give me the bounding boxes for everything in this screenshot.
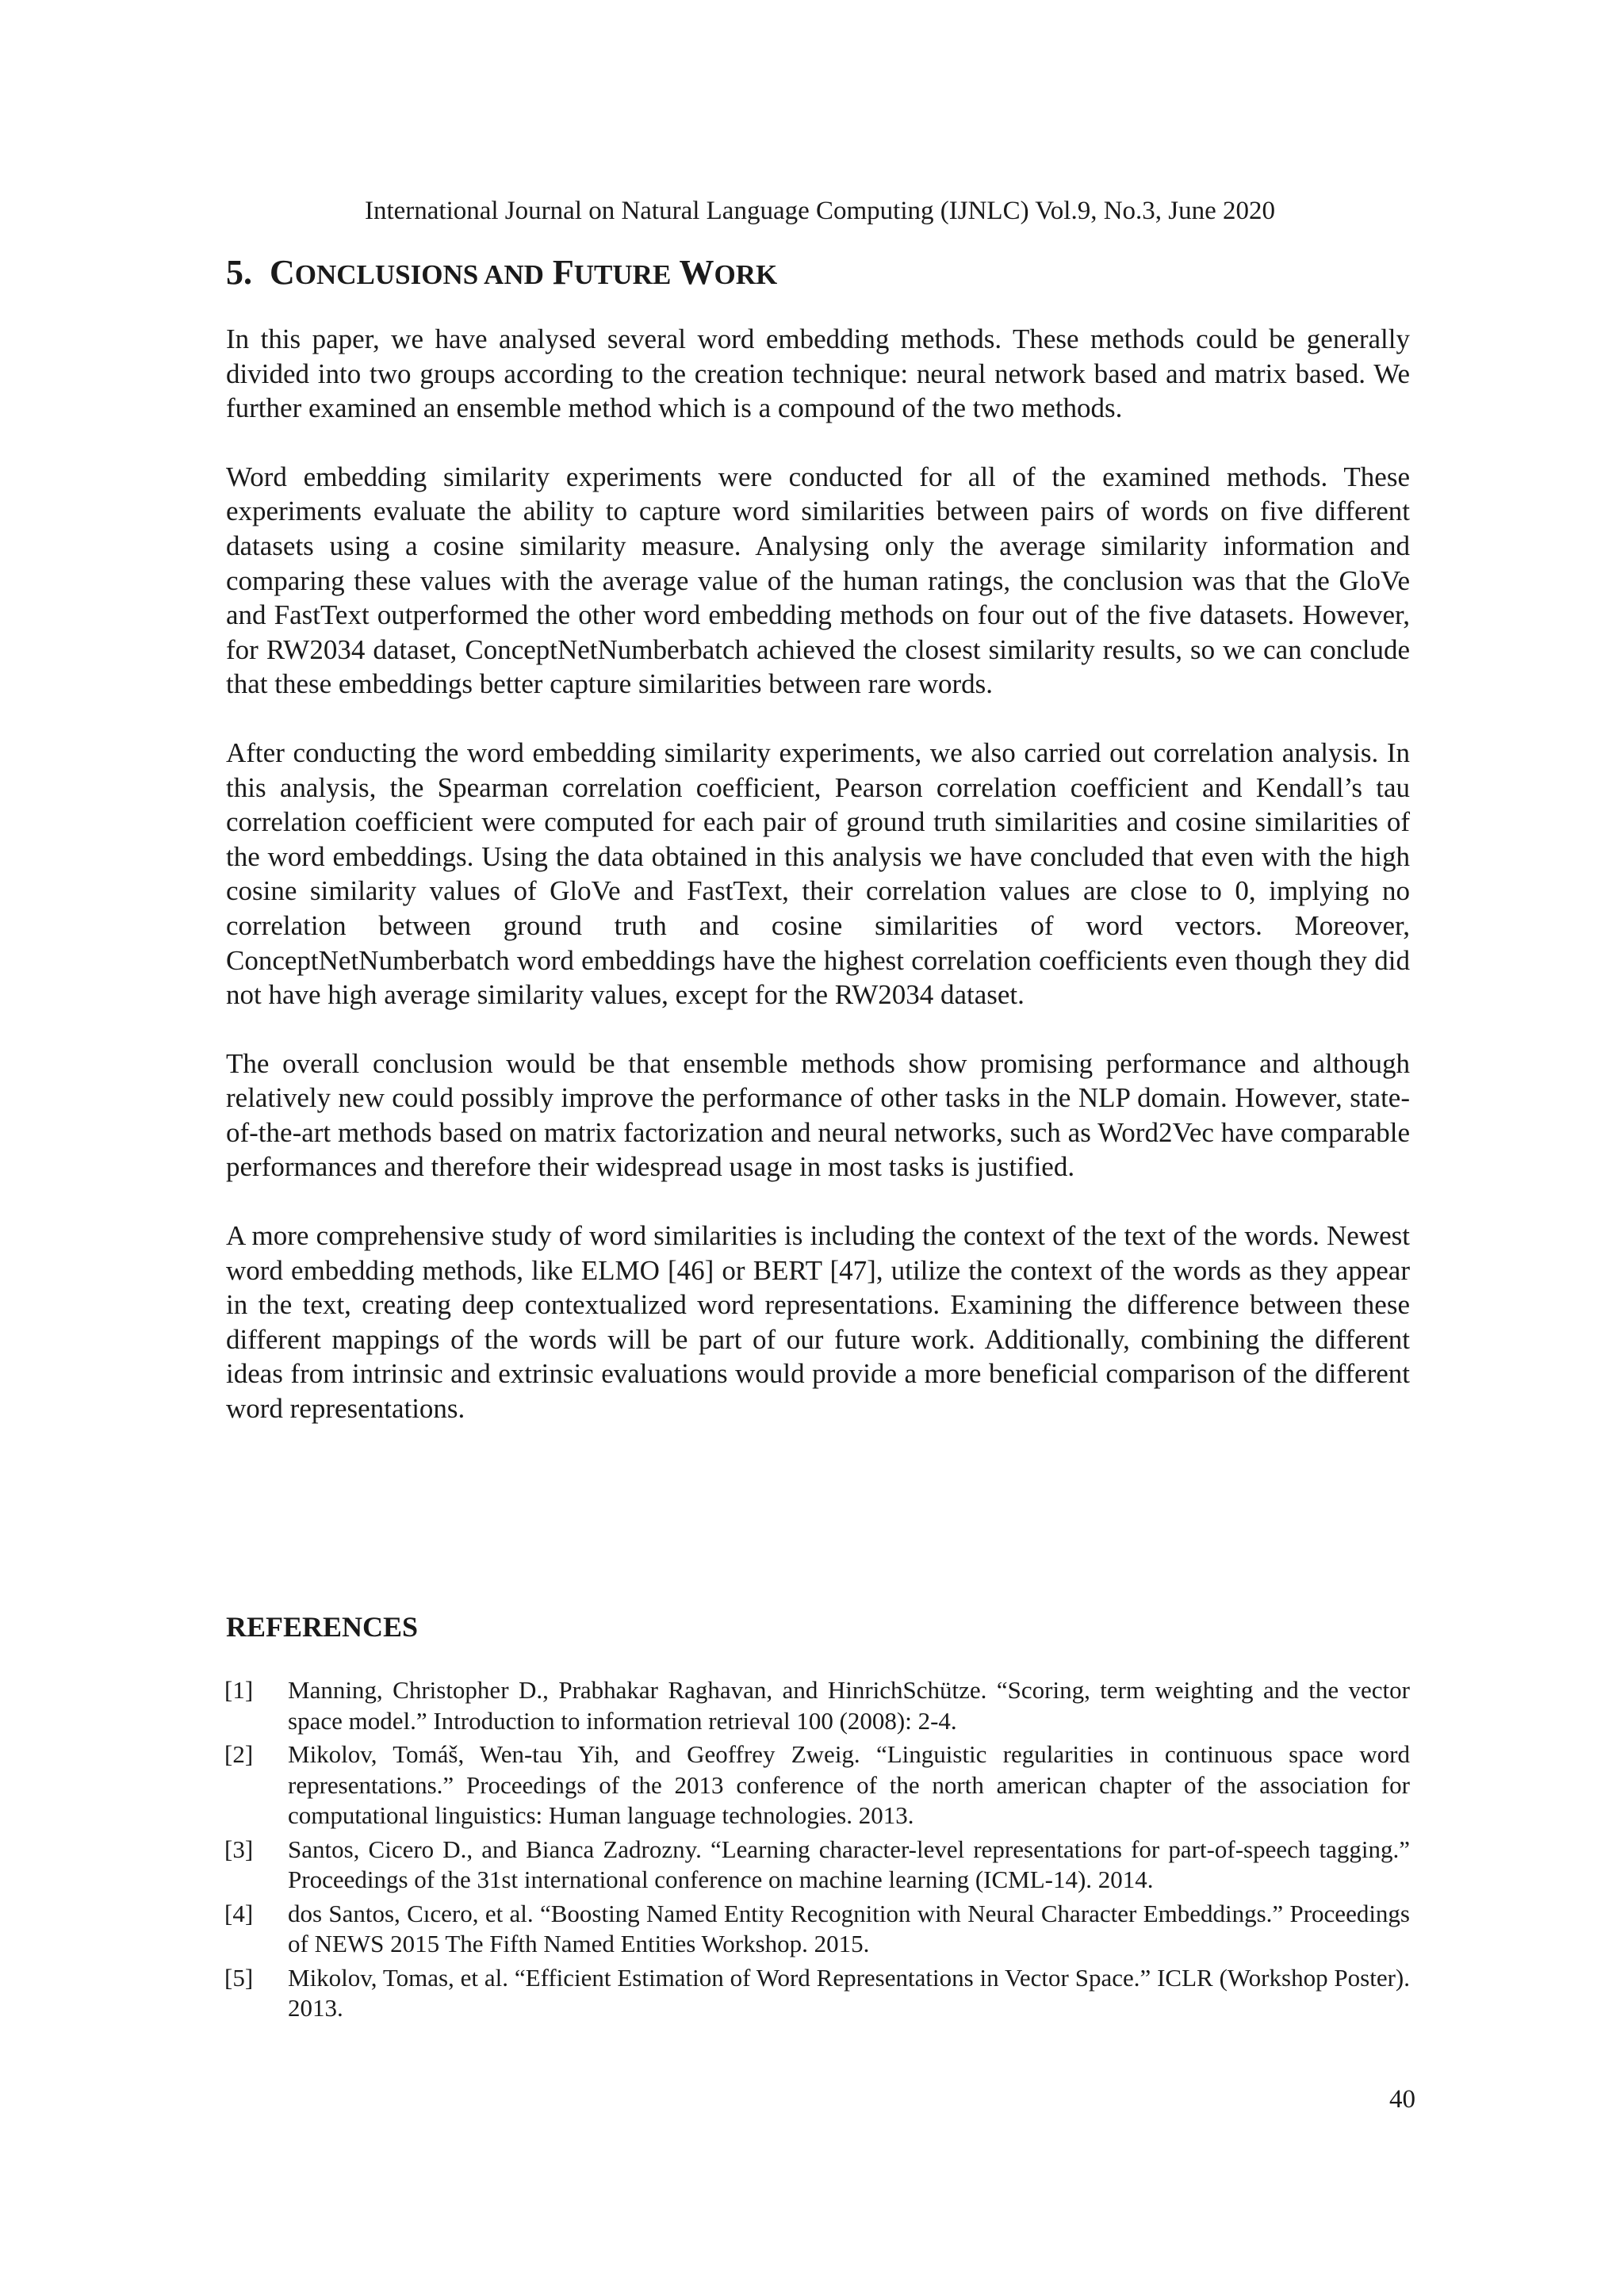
- reference-text: Santos, Cicero D., and Bianca Zadrozny. “Learning character-level representations for part-of-speech tagging.” Proceedings of the 31st international conference on machine learning (ICML-14). 2014.: [288, 1835, 1410, 1893]
- reference-number: [4]: [224, 1899, 254, 1927]
- page-number: 40: [1389, 2085, 1415, 2114]
- section-heading: [226, 252, 777, 296]
- reference-number: [2]: [224, 1740, 254, 1768]
- paragraph: In this paper, we have analysed several word embedding methods. These methods could be generally divided into two groups according to the creation technique: neural network based and matrix based. We further examined an ensemble method which is a compound of the two methods.: [226, 323, 1410, 424]
- paragraph: After conducting the word embedding similarity experiments, we also carried out correlation analysis. In this analysis, the Spearman correlation coefficient, Pearson correlation coefficient and Kendall’s tau correlation coefficient were computed for each pair of ground truth similarities and cosine similarities of the word embeddings. Using the data obtained in this analysis we have concluded that even with the high cosine similarity values of GloVe and FastText, their correlation values are close to 0, implying no correlation between ground truth and cosine similarities of word vectors. Moreover, ConceptNetNumberbatch word embeddings have the highest correlation coefficients even though they did not have high average similarity values, except for the RW2034 dataset.: [226, 737, 1410, 1011]
- paragraph: The overall conclusion would be that ensemble methods show promising performance and although relatively new could possibly improve the performance of other tasks in the NLP domain. However, state-of-the-art methods based on matrix factorization and neural networks, such as Word2Vec have comparable performances and therefore their widespread usage in most tasks is justified.: [226, 1047, 1410, 1183]
- running-header: International Journal on Natural Language Computing (IJNLC) Vol.9, No.3, June 2020: [364, 197, 1276, 225]
- section-number: 5.: [226, 253, 252, 292]
- section-title-w: W: [679, 253, 714, 292]
- reference-number: [1]: [224, 1676, 254, 1704]
- reference-item: [224, 1835, 1410, 1896]
- reference-item: [224, 1899, 1410, 1960]
- reference-text: Manning, Christopher D., Prabhakar Raghavan, and HinrichSchütze. “Scoring, term weighting and the vector space model.” Introduction to information retrieval 100 (2008): 2-4.: [288, 1676, 1410, 1735]
- references-heading: REFERENCES: [226, 1611, 419, 1643]
- reference-item: [224, 1675, 1410, 1736]
- reference-item: [224, 1963, 1410, 2024]
- reference-list: [224, 1675, 1410, 2027]
- reference-text: dos Santos, Cıcero, et al. “Boosting Named Entity Recognition with Neural Character Embeddings.” Proceedings of NEWS 2015 The Fifth Named Entities Workshop. 2015.: [288, 1899, 1410, 1957]
- section-title-onclusions: ONCLUSIONS AND: [294, 259, 544, 290]
- reference-text: Mikolov, Tomas, et al. “Efficient Estimation of Word Representations in Vector Space.” ICLR (Workshop Poster). 2013.: [288, 1963, 1410, 2022]
- section-body: [226, 322, 1410, 1460]
- paragraph: A more comprehensive study of word similarities is including the context of the text of the words. Newest word embedding methods, like ELMO [46] or BERT [47], utilize the context of the words as they appear in the text, creating deep contextualized word representations. Examining the difference between these different mappings of the words will be part of our future work. Additionally, combining the different ideas from intrinsic and extrinsic evaluations would provide a more beneficial comparison of the different word representations.: [226, 1220, 1410, 1425]
- section-title-c: C: [270, 253, 295, 292]
- section-title-uture: UTURE: [573, 259, 672, 290]
- reference-number: [3]: [224, 1835, 254, 1863]
- reference-text: Mikolov, Tomáš, Wen-tau Yih, and Geoffrey Zweig. “Linguistic regularities in continuous space word representations.” Proceedings of the 2013 conference of the north american chapter of the association for computational linguistics: Human language technologies. 2013.: [288, 1740, 1410, 1829]
- reference-item: [224, 1739, 1410, 1831]
- section-title-f: F: [552, 253, 574, 292]
- paragraph: Word embedding similarity experiments were conducted for all of the examined methods. These experiments evaluate the ability to capture word similarities between pairs of words on five different datasets using a cosine similarity measure. Analysing only the average similarity information and comparing these values with the average value of the human ratings, the conclusion was that the GloVe and FastText outperformed the other word embedding methods on four out of the five datasets. However, for RW2034 dataset, ConceptNetNumberbatch achieved the closest similarity results, so we can conclude that these embeddings better capture similarities between rare words.: [226, 461, 1410, 700]
- section-title-ork: ORK: [714, 259, 778, 290]
- reference-number: [5]: [224, 1963, 254, 1992]
